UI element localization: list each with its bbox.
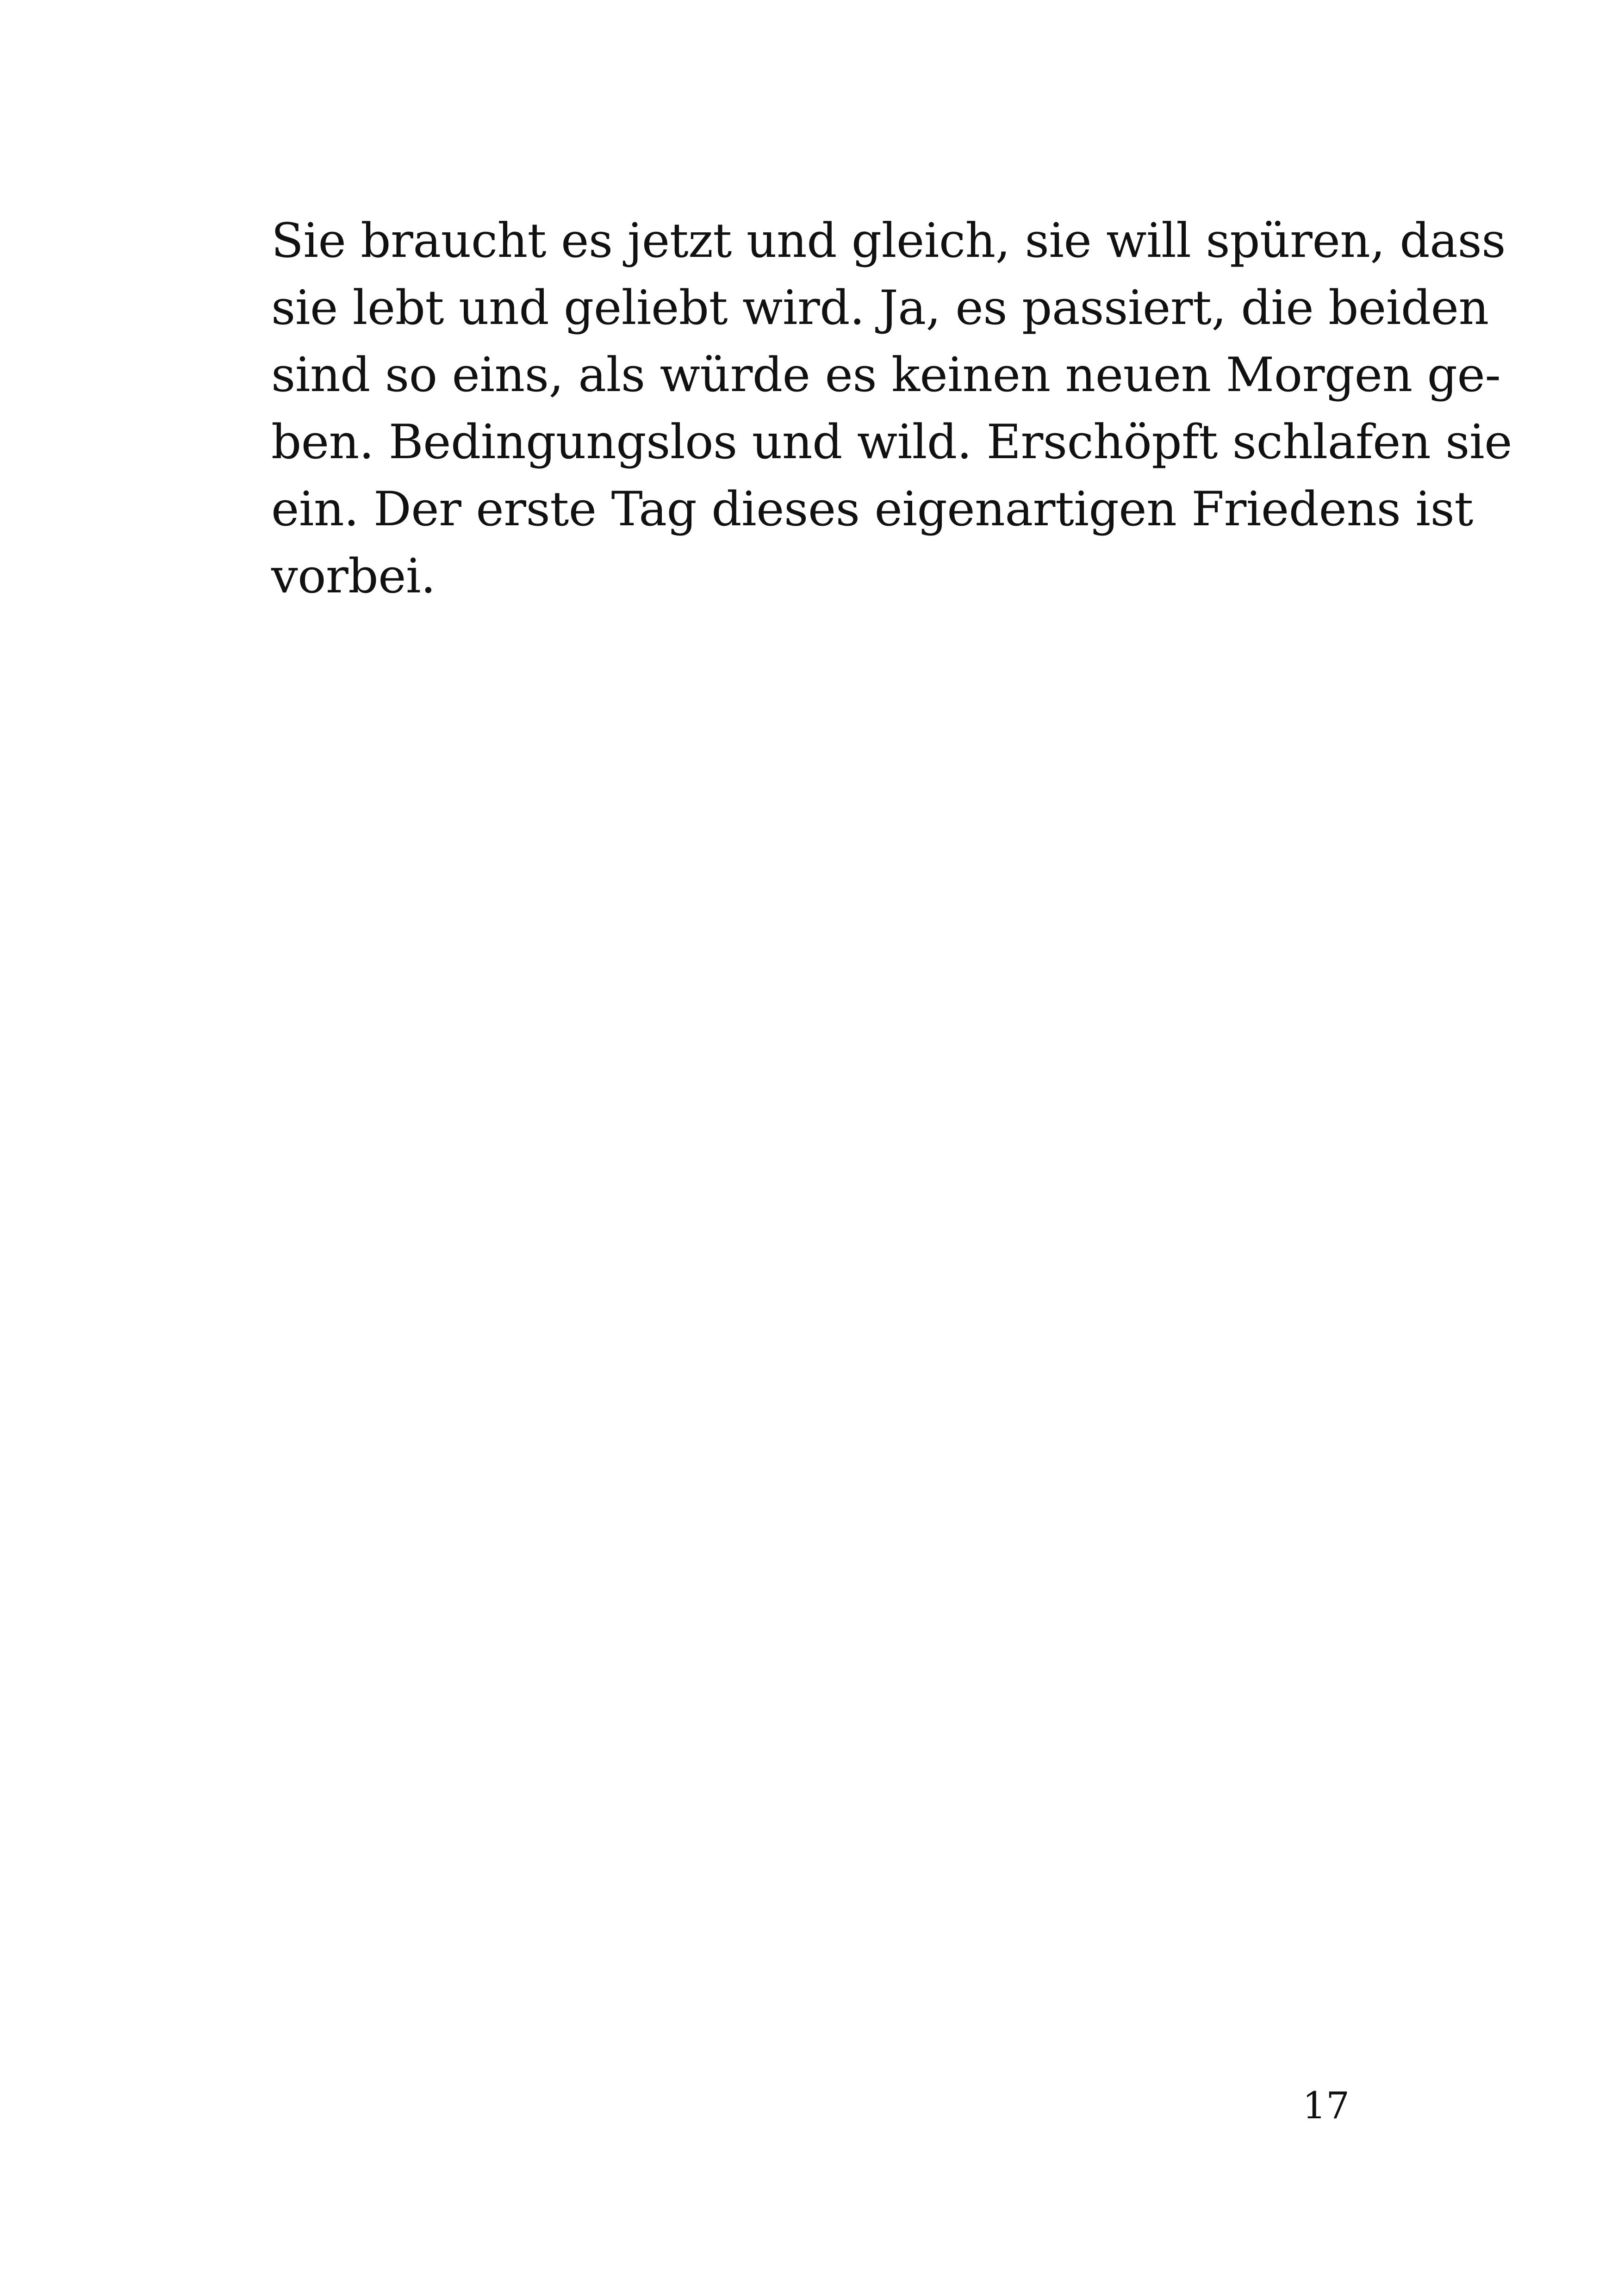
text-line: vorbei. [271, 549, 436, 604]
text-line: sie lebt und geliebt wird. Ja, es passiert, die beiden [271, 280, 1489, 336]
text-line: ein. Der erste Tag dieses eigenartigen Friedens ist [271, 482, 1473, 537]
text-line: sind so eins, als würde es keinen neuen Morgen ge- [271, 348, 1501, 403]
body-paragraph [271, 207, 1512, 610]
text-line: Sie braucht es jetzt und gleich, sie will spüren, dass [271, 213, 1506, 268]
text-line: ben. Bedingungslos und wild. Erschöpft schlafen sie [271, 415, 1512, 470]
page-number: 17 [1302, 2084, 1350, 2127]
